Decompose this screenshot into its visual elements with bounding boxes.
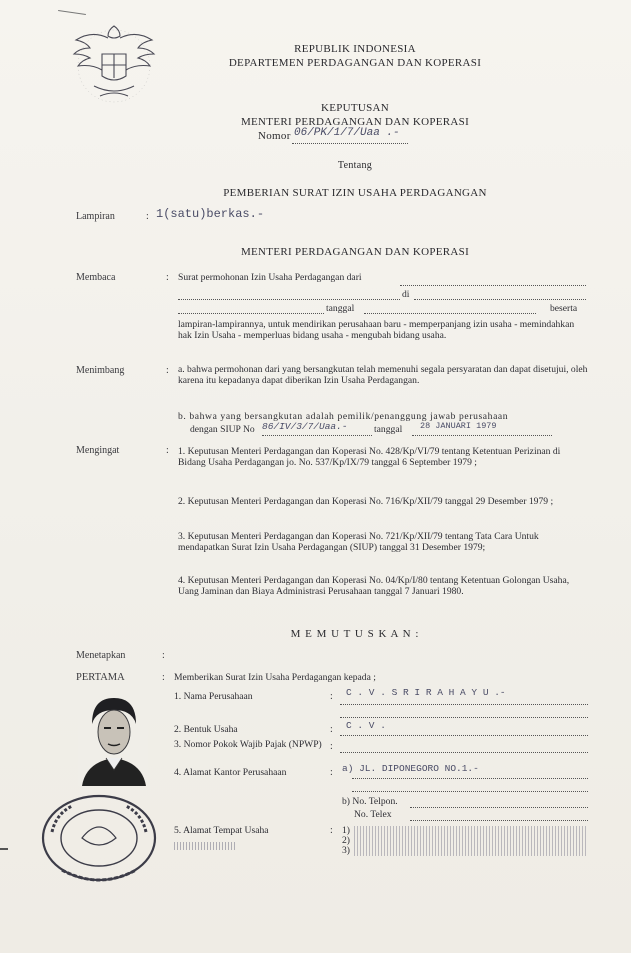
field-colon-tempat: : (330, 825, 333, 836)
membaca-beserta: beserta (550, 303, 578, 314)
memutuskan-heading: M E M U T U S K A N : (290, 628, 420, 640)
menetapkan-colon: : (162, 650, 165, 661)
tempat-line-1: 1) (342, 825, 350, 836)
header-republic: REPUBLIK INDONESIA (294, 43, 416, 55)
field-value-alamat: a) JL. DIPONEGORO NO.1.- (342, 763, 479, 774)
pertama-label: PERTAMA (76, 672, 125, 683)
scan-mark-left (0, 848, 8, 850)
lampiran-label: Lampiran (76, 211, 115, 222)
field-label-npwp: 3. Nomor Pokok Wajib Pajak (NPWP) (174, 739, 322, 750)
lampiran-colon: : (146, 211, 149, 222)
membaca-dots-3a (178, 313, 324, 314)
lampiran-value: 1(satu)berkas.- (156, 207, 265, 221)
membaca-dots-1 (400, 285, 586, 286)
nomor-label: Nomor (258, 130, 291, 142)
membaca-text: Surat permohonan Izin Usaha Perdagangan dari (178, 272, 362, 283)
field-label-tempat: 5. Alamat Tempat Usaha (174, 825, 269, 836)
menimbang-colon: : (166, 365, 169, 376)
membaca-colon: : (166, 272, 169, 283)
menimbang-b2-prefix: dengan SIUP No (190, 424, 255, 435)
menimbang-a: a. bahwa permohonan dari yang bersangkutan telah memenuhi segala persyaratan dan dapat disetujui, oleh karena itu kepadanya dapat diberikan Izin Usaha Perdagangan. (178, 364, 588, 386)
alamat-telex-label: No. Telex (354, 809, 392, 820)
membaca-tanggal: tanggal (326, 303, 355, 314)
mengingat-item-3: 3. Keputusan Menteri Perdagangan dan Koperasi No. 721/Kp/XII/79 tentang Tata Cara Untuk mendapatkan Surat Izin Usaha Perdagangan (SIUP) tanggal 31 Desember 1979; (178, 531, 539, 553)
mengingat-colon: : (166, 445, 169, 456)
tempat-overprint (354, 826, 586, 856)
menimbang-siup-dots (262, 435, 372, 436)
field-label-alamat: 4. Alamat Kantor Perusahaan (174, 767, 287, 778)
field-dots-bentuk (340, 735, 588, 736)
ministry-stamp (38, 792, 160, 884)
field-colon-alamat: : (330, 767, 333, 778)
field-dots-nama (340, 704, 588, 705)
telpon-dots (410, 807, 588, 808)
nomor-value: 06/PK/1/7/Uaa .- (294, 127, 400, 139)
tentang-label: Tentang (337, 160, 373, 171)
mengingat-item-4: 4. Keputusan Menteri Perdagangan dan Koperasi No. 04/Kp/I/80 tentang Ketentuan Golongan Usaha, Uang Jaminan dan Biaya Administrasi Perusahaan tanggal 7 Januari 1980. (178, 575, 570, 597)
authority-title: MENTERI PERDAGANGAN DAN KOPERASI (240, 246, 470, 258)
header-department: DEPARTEMEN PERDAGANGAN DAN KOPERASI (228, 57, 482, 69)
membaca-rest: lampiran-lampirannya, untuk mendirikan perusahaan baru - memperpanjang izin usaha - memindahkan hak Izin Usaha - memperluas bidang usaha - mengubah bidang usaha. (178, 319, 575, 341)
nomor-dots (292, 143, 408, 144)
menimbang-b1: b. bahwa yang bersangkutan adalah pemilik/penanggung jawab perusahaan (178, 411, 509, 422)
field-colon-bentuk: : (330, 724, 333, 735)
decree-subject: PEMBERIAN SURAT IZIN USAHA PERDAGANGAN (223, 187, 487, 199)
alamat-telpon-label: b) No. Telpon. (342, 796, 398, 807)
membaca-dots-2b (414, 299, 586, 300)
garuda-emblem (64, 14, 164, 114)
membaca-label: Membaca (76, 272, 116, 283)
decree-minister: MENTERI PERDAGANGAN DAN KOPERASI (240, 116, 470, 128)
field-colon-npwp: : (330, 741, 333, 752)
menetapkan-label: Menetapkan (76, 650, 126, 661)
menimbang-date: 28 JANUARI 1979 (420, 421, 497, 431)
pertama-text: Memberikan Surat Izin Usaha Perdagangan kepada ; (174, 672, 376, 683)
mengingat-item-1: 1. Keputusan Menteri Perdagangan dan Koperasi No. 428/Kp/VI/79 tentang Ketentuan Perizinan di Bidang Usaha Perdagangan jo. No. 537/Kp/IX/79 tanggal 6 September 1979 ; (178, 446, 561, 468)
field-value-bentuk: C . V . (346, 720, 386, 731)
pertama-colon: : (162, 672, 165, 683)
field-label-bentuk: 2. Bentuk Usaha (174, 724, 238, 735)
membaca-di: di (402, 289, 410, 300)
tempat-line-2: 2) (342, 835, 350, 846)
owner-photo (78, 694, 148, 786)
mengingat-label: Mengingat (76, 445, 120, 456)
menimbang-label: Menimbang (76, 365, 125, 376)
field-colon-nama: : (330, 691, 333, 702)
membaca-dots-3b (364, 313, 536, 314)
decree-title: KEPUTUSAN (320, 102, 390, 114)
tempat-overprint-left (174, 842, 236, 850)
field-dots-alamat (352, 778, 588, 779)
telex-dots (410, 820, 588, 821)
menimbang-tgl: tanggal (374, 424, 403, 435)
membaca-dots-2a (178, 299, 400, 300)
menimbang-siup: 86/IV/3/7/Uaa.- (262, 421, 348, 432)
tempat-line-3: 3) (342, 845, 350, 856)
field-dots-npwp (340, 752, 588, 753)
field-value-nama: C . V . S R I R A H A Y U .- (346, 687, 506, 698)
field-dots-alamat-2 (352, 791, 588, 792)
menimbang-date-dots (412, 435, 552, 436)
field-dots-nama-2 (340, 717, 588, 718)
field-label-nama: 1. Nama Perusahaan (174, 691, 253, 702)
mengingat-item-2: 2. Keputusan Menteri Perdagangan dan Koperasi No. 716/Kp/XII/79 tanggal 29 Desember 1979 ; (178, 496, 554, 507)
